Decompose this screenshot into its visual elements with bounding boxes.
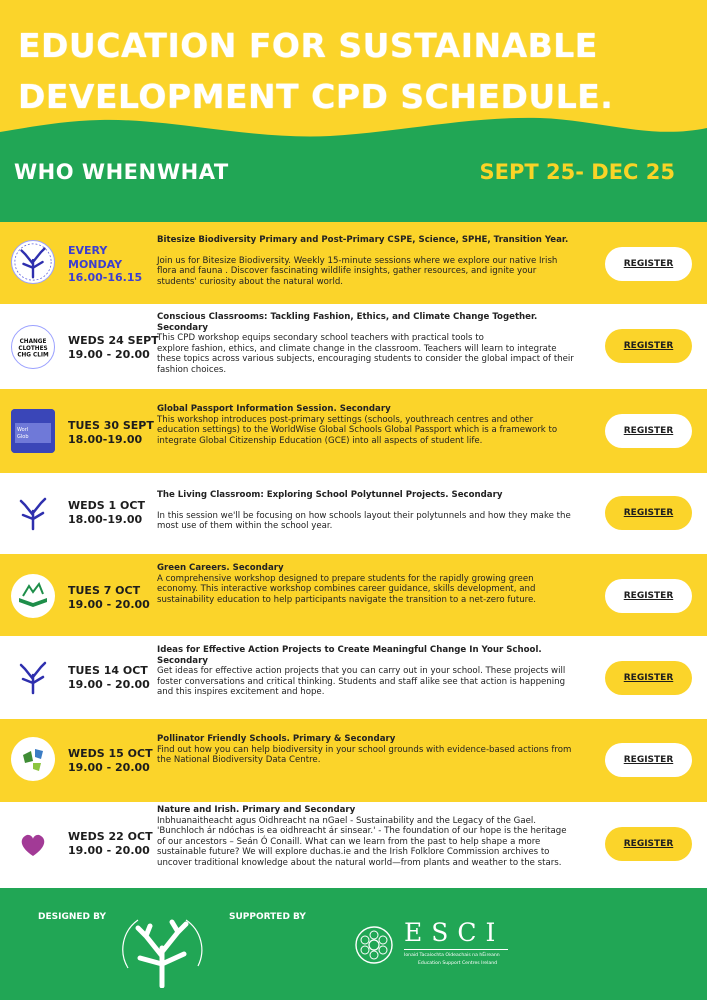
session-title: Ideas for Effective Action Projects to Create Meaningful Change In Your School. Secondary [157,645,542,666]
change-clothes-change-climate-icon [11,325,55,369]
svg-text:Worl: Worl [17,427,29,433]
session-description [157,235,577,287]
session-title: Global Passport Information Session. Secondary [157,404,391,414]
svg-text:CHANGE: CHANGE [19,339,47,346]
session-title: Conscious Classrooms: Tackling Fashion, Ethics, and Climate Change Together. Secondary [157,312,538,333]
esci-subtitle-english: Education Support Centres Ireland [418,961,498,966]
designed-by-label: DESIGNED BY [38,912,107,922]
session-title: The Living Classroom: Exploring School Polytunnel Projects. Secondary [157,490,503,500]
date-range: SEPT 25- DEC 25 [479,160,675,184]
session-title: Green Careers. Secondary [157,563,284,573]
green-careers-book-icon [11,574,55,618]
svg-text:CHG CLIM: CHG CLIM [17,352,49,359]
register-button[interactable]: REGISTER [605,329,692,363]
session-row [0,389,707,473]
register-button[interactable]: REGISTER [605,247,692,281]
column-who-when: WHO WHEN [14,160,157,184]
page-title: EDUCATION FOR SUSTAINABLE DEVELOPMENT CPD SCHEDULE. [18,26,614,116]
irish-schools-sustainability-logo [118,908,206,988]
esci-divider [404,949,508,950]
register-button[interactable]: REGISTER [605,579,692,613]
pollinator-plan-icon [11,737,55,781]
svg-text:Glob: Glob [17,434,29,440]
session-row [0,222,707,304]
irish-schools-tree-icon [11,491,55,535]
esci-subtitle-irish: Ionaid Tacaíochta Oideachais na hÉireann [404,953,500,958]
session-body: In this session we'll be focusing on how schools layout their polytunnels and how they make the most use of them within the school year. [157,510,571,532]
session-title: Nature and Irish. Primary and Secondary [157,805,356,815]
session-row [0,304,707,389]
session-description [157,734,577,766]
esci-emblem-icon [354,925,394,965]
session-body: This CPD workshop equips secondary school teachers with practical tools to explore fashion, ethics, and climate change in the classroom. Teachers will learn to integrate these topics across various subjects, encouraging students to consider the global impact of their fashion choices. [157,333,574,375]
session-description [157,490,577,532]
register-button[interactable]: REGISTER [605,496,692,530]
session-when: WEDS 22 OCT 19.00 - 20.00 [68,830,153,857]
register-button[interactable]: REGISTER [605,414,692,448]
session-when: TUES 30 SEPT 18.00-19.00 [68,419,154,446]
heart-nature-icon [11,822,55,866]
session-title: Bitesize Biodiversity Primary and Post-Primary CSPE, Science, SPHE, Transition Year. [157,235,569,245]
session-description [157,805,577,869]
column-what: WHAT [157,160,229,184]
session-description [157,312,577,376]
session-body: Get ideas for effective action projects that you can carry out in your school. These projects will foster conversations and critical thinking. Students and staff alike see that action is happening and this inspires excitement and hope. [157,666,566,698]
svg-text:CLOTHES: CLOTHES [18,345,48,352]
session-row [0,636,707,719]
hero-banner [0,0,707,230]
session-body: Join us for Bitesize Biodiversity. Weekly 15-minute sessions where we explore our native Irish flora and fauna . Discover fascinating wildlife insights, gather resources, and ignite your students' curiosity about the natural world. [157,255,558,287]
session-title: Pollinator Friendly Schools. Primary & Secondary [157,734,396,744]
worldwise-global-schools-icon [11,409,55,453]
session-when: TUES 14 OCT 19.00 - 20.00 [68,664,150,691]
session-row [0,802,707,888]
session-when: WEDS 15 OCT 19.00 - 20.00 [68,747,153,774]
session-row [0,473,707,554]
session-body: Inbhuanaitheacht agus Oidhreacht na nGael - Sustainability and the Legacy of the Gael. 'Bunchloch ár ndóchas is ea oidhreacht ár sinsear.' - The foundation of our hope is the heritage of our ancestors – Seán Ó Conaill. What can we learn from the past to help shape a more sustainable future? We will explore duchas.ie and the Irish Folklore Commission archives to uncover traditional knowledge about the natural world—from plants and weather to the stars. [157,815,567,868]
session-row [0,554,707,636]
session-description [157,645,577,698]
session-description [157,404,577,446]
session-description [157,563,577,605]
session-body: This workshop introduces post-primary settings (schools, youthreach centres and other education settings) to the WorldWise Global Schools Global Passport which is a framework to integrate Global Citizenship Education (GCE) into all aspects of student life. [157,414,558,446]
irish-schools-tree-icon [11,655,55,699]
session-when: EVERY MONDAY 16.00-16.15 [68,244,143,284]
supported-by-label: SUPPORTED BY [229,912,306,922]
session-when: WEDS 24 SEPT 19.00 - 20.00 [68,334,159,361]
register-button[interactable]: REGISTER [605,827,692,861]
session-row [0,719,707,802]
session-when: WEDS 1 OCT 18.00-19.00 [68,499,145,526]
esci-wordmark: ESCI [404,918,505,947]
session-body: Find out how you can help biodiversity in your school grounds with evidence-based actions from the National Biodiversity Data Centre. [157,744,572,766]
register-button[interactable]: REGISTER [605,743,692,777]
irish-schools-tree-icon [11,240,55,284]
session-body: A comprehensive workshop designed to prepare students for the rapidly growing green economy. This interactive workshop combines career guidance, skills development, and sustainability education to help participants navigate the transition to a net-zero future. [157,573,537,605]
session-when: TUES 7 OCT 19.00 - 20.00 [68,584,150,611]
register-button[interactable]: REGISTER [605,661,692,695]
